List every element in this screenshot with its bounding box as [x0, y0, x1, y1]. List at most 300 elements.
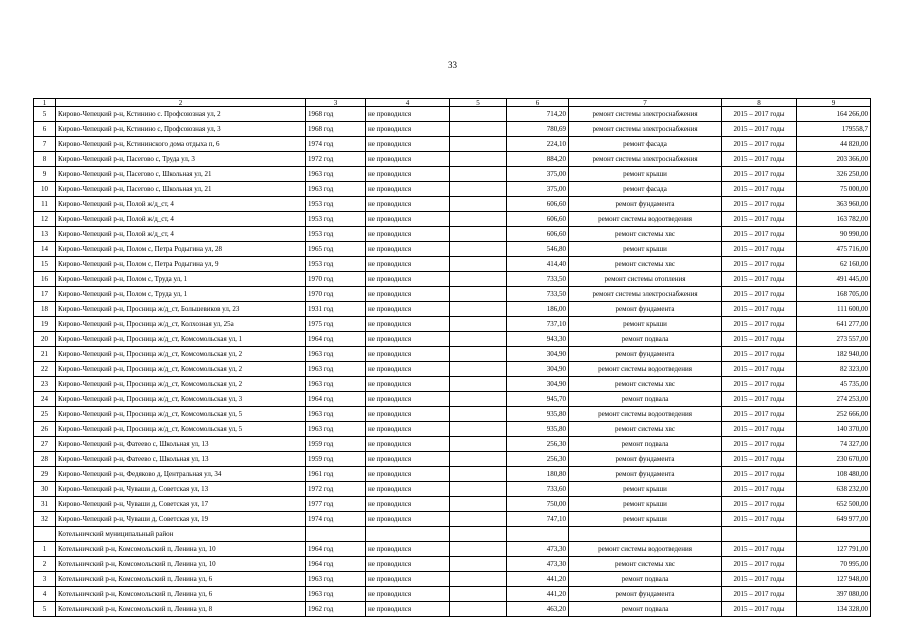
section-empty-cell: [306, 527, 366, 542]
col5-cell: [450, 257, 507, 272]
period-cell: 2015 – 2017 годы: [722, 182, 797, 197]
build-year-cell: 1974 год: [306, 512, 366, 527]
area-cell: 546,80: [507, 242, 569, 257]
section-empty-cell: [507, 527, 569, 542]
col5-cell: [450, 602, 507, 617]
table-row: [34, 287, 871, 302]
build-year-cell: 1975 год: [306, 317, 366, 332]
work-type-cell: ремонт системы хвс: [569, 377, 722, 392]
last-repair-cell: не проводился: [366, 167, 450, 182]
table-row: [34, 227, 871, 242]
address-cell: Кирово-Чепецкий р-н, Просница ж/д_ст, Комсомольская ул, 2: [56, 377, 306, 392]
build-year-cell: 1968 год: [306, 122, 366, 137]
cost-cell: 134 328,00: [797, 602, 871, 617]
last-repair-cell: не проводился: [366, 407, 450, 422]
period-cell: 2015 – 2017 годы: [722, 467, 797, 482]
last-repair-cell: не проводился: [366, 302, 450, 317]
period-cell: 2015 – 2017 годы: [722, 407, 797, 422]
cost-cell: 111 600,00: [797, 302, 871, 317]
period-cell: 2015 – 2017 годы: [722, 482, 797, 497]
area-cell: 943,30: [507, 332, 569, 347]
build-year-cell: 1963 год: [306, 587, 366, 602]
area-cell: 473,30: [507, 542, 569, 557]
work-type-cell: ремонт системы отопления: [569, 272, 722, 287]
build-year-cell: 1962 год: [306, 602, 366, 617]
work-type-cell: ремонт системы хвс: [569, 257, 722, 272]
last-repair-cell: не проводился: [366, 452, 450, 467]
col5-cell: [450, 332, 507, 347]
last-repair-cell: не проводился: [366, 332, 450, 347]
col5-cell: [450, 587, 507, 602]
row-number-cell: 26: [34, 422, 56, 437]
area-cell: 935,80: [507, 422, 569, 437]
work-type-cell: ремонт фундамента: [569, 347, 722, 362]
last-repair-cell: не проводился: [366, 437, 450, 452]
cost-cell: 62 160,00: [797, 257, 871, 272]
period-cell: 2015 – 2017 годы: [722, 272, 797, 287]
cost-cell: 70 995,00: [797, 557, 871, 572]
table-row: [34, 437, 871, 452]
col5-cell: [450, 482, 507, 497]
last-repair-cell: не проводился: [366, 572, 450, 587]
work-type-cell: ремонт фасада: [569, 182, 722, 197]
area-cell: 224,10: [507, 137, 569, 152]
area-cell: 375,00: [507, 182, 569, 197]
column-header: 6: [507, 99, 569, 107]
cost-cell: 182 940,00: [797, 347, 871, 362]
col5-cell: [450, 377, 507, 392]
last-repair-cell: не проводился: [366, 512, 450, 527]
address-cell: Кирово-Чепецкий р-н, Фатеево с, Школьная ул, 13: [56, 452, 306, 467]
area-cell: 375,00: [507, 167, 569, 182]
period-cell: 2015 – 2017 годы: [722, 242, 797, 257]
address-cell: Кирово-Чепецкий р-н, Полой ж/д_ст, 4: [56, 212, 306, 227]
build-year-cell: 1959 год: [306, 452, 366, 467]
cost-cell: 475 716,00: [797, 242, 871, 257]
build-year-cell: 1963 год: [306, 362, 366, 377]
period-cell: 2015 – 2017 годы: [722, 257, 797, 272]
area-cell: 180,80: [507, 467, 569, 482]
address-cell: Кирово-Чепецкий р-н, Кстининского дома отдыха п, 6: [56, 137, 306, 152]
address-cell: Кирово-Чепецкий р-н, Просница ж/д_ст, Большевиков ул, 23: [56, 302, 306, 317]
column-header: 2: [56, 99, 306, 107]
address-cell: Котельничский р-н, Комсомольский п, Ленина ул, 6: [56, 572, 306, 587]
last-repair-cell: не проводился: [366, 212, 450, 227]
table-row: [34, 482, 871, 497]
build-year-cell: 1963 год: [306, 422, 366, 437]
col5-cell: [450, 302, 507, 317]
period-cell: 2015 – 2017 годы: [722, 362, 797, 377]
row-number-cell: 9: [34, 167, 56, 182]
address-cell: Кирово-Чепецкий р-н, Кстинино с. Профсоюзная ул, 2: [56, 107, 306, 122]
address-cell: Кирово-Чепецкий р-н, Просница ж/д_ст, Колхозная ул, 25а: [56, 317, 306, 332]
period-cell: 2015 – 2017 годы: [722, 542, 797, 557]
row-number-cell: 4: [34, 587, 56, 602]
col5-cell: [450, 137, 507, 152]
row-number-cell: 29: [34, 467, 56, 482]
build-year-cell: 1963 год: [306, 377, 366, 392]
column-header: 8: [722, 99, 797, 107]
col5-cell: [450, 107, 507, 122]
period-cell: 2015 – 2017 годы: [722, 137, 797, 152]
col5-cell: [450, 392, 507, 407]
table-row: [34, 212, 871, 227]
period-cell: 2015 – 2017 годы: [722, 557, 797, 572]
cost-cell: 74 327,00: [797, 437, 871, 452]
table-row: [34, 107, 871, 122]
period-cell: 2015 – 2017 годы: [722, 197, 797, 212]
period-cell: 2015 – 2017 годы: [722, 332, 797, 347]
col5-cell: [450, 497, 507, 512]
row-number-cell: 12: [34, 212, 56, 227]
address-cell: Кирово-Чепецкий р-н, Полом с, Труда ул, 1: [56, 272, 306, 287]
build-year-cell: 1959 год: [306, 437, 366, 452]
row-number-cell: 18: [34, 302, 56, 317]
work-type-cell: ремонт крыши: [569, 482, 722, 497]
col5-cell: [450, 512, 507, 527]
period-cell: 2015 – 2017 годы: [722, 122, 797, 137]
period-cell: 2015 – 2017 годы: [722, 392, 797, 407]
area-cell: 304,90: [507, 362, 569, 377]
last-repair-cell: не проводился: [366, 107, 450, 122]
table-row: [34, 452, 871, 467]
area-cell: 714,20: [507, 107, 569, 122]
last-repair-cell: не проводился: [366, 422, 450, 437]
work-type-cell: ремонт системы электроснабжения: [569, 152, 722, 167]
table-row: [34, 317, 871, 332]
address-cell: Кирово-Чепецкий р-н, Полом с, Труда ул, 1: [56, 287, 306, 302]
last-repair-cell: не проводился: [366, 377, 450, 392]
table-row: [34, 467, 871, 482]
build-year-cell: 1963 год: [306, 572, 366, 587]
column-header: 1: [34, 99, 56, 107]
row-number-cell: 11: [34, 197, 56, 212]
table-row: [34, 167, 871, 182]
work-type-cell: ремонт крыши: [569, 497, 722, 512]
col5-cell: [450, 452, 507, 467]
cost-cell: 652 500,00: [797, 497, 871, 512]
area-cell: 747,10: [507, 512, 569, 527]
cost-cell: 163 782,00: [797, 212, 871, 227]
build-year-cell: 1972 год: [306, 482, 366, 497]
area-cell: 463,20: [507, 602, 569, 617]
area-cell: 945,70: [507, 392, 569, 407]
work-type-cell: ремонт подвала: [569, 602, 722, 617]
build-year-cell: 1970 год: [306, 287, 366, 302]
row-number-cell: 10: [34, 182, 56, 197]
work-type-cell: ремонт подвала: [569, 392, 722, 407]
row-number-cell: 13: [34, 227, 56, 242]
cost-cell: 108 480,00: [797, 467, 871, 482]
cost-cell: 273 557,00: [797, 332, 871, 347]
period-cell: 2015 – 2017 годы: [722, 152, 797, 167]
table-row: [34, 362, 871, 377]
cost-cell: 164 266,00: [797, 107, 871, 122]
last-repair-cell: не проводился: [366, 272, 450, 287]
table-row: [34, 512, 871, 527]
last-repair-cell: не проводился: [366, 152, 450, 167]
address-cell: Котельничский р-н, Комсомольский п, Ленина ул, 10: [56, 557, 306, 572]
area-cell: 606,60: [507, 197, 569, 212]
row-number-cell: 5: [34, 602, 56, 617]
last-repair-cell: не проводился: [366, 122, 450, 137]
last-repair-cell: не проводился: [366, 557, 450, 572]
section-title: Котельничский муниципальный район: [56, 527, 306, 542]
page-number: 33: [448, 60, 457, 70]
last-repair-cell: не проводился: [366, 587, 450, 602]
last-repair-cell: не проводился: [366, 542, 450, 557]
work-type-cell: ремонт системы водоотведения: [569, 362, 722, 377]
last-repair-cell: не проводился: [366, 257, 450, 272]
row-number-cell: 27: [34, 437, 56, 452]
area-cell: 750,00: [507, 497, 569, 512]
last-repair-cell: не проводился: [366, 137, 450, 152]
period-cell: 2015 – 2017 годы: [722, 512, 797, 527]
work-type-cell: ремонт системы электроснабжения: [569, 287, 722, 302]
row-number-cell: 15: [34, 257, 56, 272]
row-number-cell: 25: [34, 407, 56, 422]
row-number-cell: 5: [34, 107, 56, 122]
column-header: 3: [306, 99, 366, 107]
col5-cell: [450, 317, 507, 332]
work-type-cell: ремонт крыши: [569, 242, 722, 257]
last-repair-cell: не проводился: [366, 182, 450, 197]
row-number-cell: 28: [34, 452, 56, 467]
period-cell: 2015 – 2017 годы: [722, 167, 797, 182]
work-type-cell: ремонт фундамента: [569, 302, 722, 317]
section-empty-cell: [366, 527, 450, 542]
col5-cell: [450, 167, 507, 182]
table-row: [34, 302, 871, 317]
col5-cell: [450, 122, 507, 137]
col5-cell: [450, 347, 507, 362]
build-year-cell: 1953 год: [306, 227, 366, 242]
col5-cell: [450, 272, 507, 287]
address-cell: Кирово-Чепецкий р-н, Просница ж/д_ст, Комсомольская ул, 5: [56, 422, 306, 437]
address-cell: Кирово-Чепецкий р-н, Фатеево с, Школьная ул, 13: [56, 437, 306, 452]
col5-cell: [450, 242, 507, 257]
cost-cell: 45 735,00: [797, 377, 871, 392]
table-row: [34, 242, 871, 257]
row-number-cell: 22: [34, 362, 56, 377]
area-cell: 606,60: [507, 227, 569, 242]
address-cell: Кирово-Чепецкий р-н, Пасегово с, Труда ул, 3: [56, 152, 306, 167]
address-cell: Кирово-Чепецкий р-н, Пасегово с, Школьная ул, 21: [56, 182, 306, 197]
area-cell: 606,60: [507, 212, 569, 227]
cost-cell: 75 000,00: [797, 182, 871, 197]
build-year-cell: 1953 год: [306, 212, 366, 227]
last-repair-cell: не проводился: [366, 602, 450, 617]
column-header: 5: [450, 99, 507, 107]
table-row: [34, 422, 871, 437]
build-year-cell: 1963 год: [306, 182, 366, 197]
area-cell: 473,30: [507, 557, 569, 572]
build-year-cell: 1963 год: [306, 407, 366, 422]
table-row: [34, 332, 871, 347]
period-cell: 2015 – 2017 годы: [722, 302, 797, 317]
col5-cell: [450, 212, 507, 227]
area-cell: 256,30: [507, 437, 569, 452]
row-number-cell: 20: [34, 332, 56, 347]
period-cell: 2015 – 2017 годы: [722, 287, 797, 302]
cost-cell: 230 670,00: [797, 452, 871, 467]
last-repair-cell: не проводился: [366, 227, 450, 242]
build-year-cell: 1964 год: [306, 542, 366, 557]
period-cell: 2015 – 2017 годы: [722, 437, 797, 452]
repair-program-table: [33, 98, 871, 617]
col5-cell: [450, 407, 507, 422]
area-cell: 733,60: [507, 482, 569, 497]
table-row: [34, 497, 871, 512]
build-year-cell: 1965 год: [306, 242, 366, 257]
period-cell: 2015 – 2017 годы: [722, 452, 797, 467]
area-cell: 186,00: [507, 302, 569, 317]
table-row: [34, 182, 871, 197]
last-repair-cell: не проводился: [366, 467, 450, 482]
table-row: [34, 377, 871, 392]
address-cell: Котельничский р-н, Комсомольский п, Ленина ул, 6: [56, 587, 306, 602]
cost-cell: 491 445,00: [797, 272, 871, 287]
cost-cell: 168 705,00: [797, 287, 871, 302]
build-year-cell: 1964 год: [306, 332, 366, 347]
address-cell: Кирово-Чепецкий р-н, Пасегово с, Школьная ул, 21: [56, 167, 306, 182]
area-cell: 441,20: [507, 572, 569, 587]
table-row: [34, 347, 871, 362]
period-cell: 2015 – 2017 годы: [722, 572, 797, 587]
cost-cell: 90 990,00: [797, 227, 871, 242]
area-cell: 733,50: [507, 272, 569, 287]
table-row: [34, 137, 871, 152]
row-number-cell: 3: [34, 572, 56, 587]
row-number-cell: 14: [34, 242, 56, 257]
table-row: [34, 602, 871, 617]
cost-cell: 274 253,00: [797, 392, 871, 407]
period-cell: 2015 – 2017 годы: [722, 422, 797, 437]
work-type-cell: ремонт системы хвс: [569, 227, 722, 242]
work-type-cell: ремонт фундамента: [569, 452, 722, 467]
cost-cell: 397 080,00: [797, 587, 871, 602]
cost-cell: 127 791,00: [797, 542, 871, 557]
cost-cell: 127 948,00: [797, 572, 871, 587]
period-cell: 2015 – 2017 годы: [722, 602, 797, 617]
last-repair-cell: не проводился: [366, 482, 450, 497]
cost-cell: 363 960,00: [797, 197, 871, 212]
table-row: [34, 407, 871, 422]
build-year-cell: 1977 год: [306, 497, 366, 512]
last-repair-cell: не проводился: [366, 317, 450, 332]
table-row: [34, 572, 871, 587]
period-cell: 2015 – 2017 годы: [722, 107, 797, 122]
address-cell: Котельничский р-н, Комсомольский п, Ленина ул, 8: [56, 602, 306, 617]
address-cell: Кирово-Чепецкий р-н, Полом с, Петра Родыгина ул, 28: [56, 242, 306, 257]
table-row: [34, 152, 871, 167]
section-empty-cell: [569, 527, 722, 542]
col5-cell: [450, 182, 507, 197]
address-cell: Котельничский р-н, Комсомольский п, Ленина ул, 10: [56, 542, 306, 557]
address-cell: Кирово-Чепецкий р-н, Просница ж/д_ст, Комсомольская ул, 5: [56, 407, 306, 422]
work-type-cell: ремонт фундамента: [569, 467, 722, 482]
section-empty-cell: [450, 527, 507, 542]
build-year-cell: 1972 год: [306, 152, 366, 167]
row-number-cell: 30: [34, 482, 56, 497]
col5-cell: [450, 152, 507, 167]
build-year-cell: 1953 год: [306, 257, 366, 272]
work-type-cell: ремонт фундамента: [569, 197, 722, 212]
table-row: [34, 542, 871, 557]
row-number-cell: 32: [34, 512, 56, 527]
address-cell: Кирово-Чепецкий р-н, Просница ж/д_ст, Комсомольская ул, 2: [56, 362, 306, 377]
col5-cell: [450, 287, 507, 302]
section-row: [34, 527, 871, 542]
col5-cell: [450, 467, 507, 482]
cost-cell: 44 820,00: [797, 137, 871, 152]
address-cell: Кирово-Чепецкий р-н, Чуваши д, Советская ул, 17: [56, 497, 306, 512]
row-number-cell: 7: [34, 137, 56, 152]
last-repair-cell: не проводился: [366, 362, 450, 377]
cost-cell: 179558,7: [797, 122, 871, 137]
address-cell: Кирово-Чепецкий р-н, Просница ж/д_ст, Комсомольская ул, 1: [56, 332, 306, 347]
column-header: 7: [569, 99, 722, 107]
period-cell: 2015 – 2017 годы: [722, 377, 797, 392]
column-header: 4: [366, 99, 450, 107]
work-type-cell: ремонт системы электроснабжения: [569, 122, 722, 137]
last-repair-cell: не проводился: [366, 347, 450, 362]
address-cell: Кирово-Чепецкий р-н, Полой ж/д_ст, 4: [56, 227, 306, 242]
build-year-cell: 1961 год: [306, 467, 366, 482]
row-number-cell: 31: [34, 497, 56, 512]
last-repair-cell: не проводился: [366, 287, 450, 302]
work-type-cell: ремонт системы хвс: [569, 422, 722, 437]
work-type-cell: ремонт системы хвс: [569, 557, 722, 572]
area-cell: 441,20: [507, 587, 569, 602]
address-cell: Кирово-Чепецкий р-н, Просница ж/д_ст, Комсомольская ул, 3: [56, 392, 306, 407]
period-cell: 2015 – 2017 годы: [722, 227, 797, 242]
col5-cell: [450, 437, 507, 452]
row-number-cell: 23: [34, 377, 56, 392]
work-type-cell: ремонт системы водоотведения: [569, 407, 722, 422]
period-cell: 2015 – 2017 годы: [722, 317, 797, 332]
col5-cell: [450, 542, 507, 557]
build-year-cell: 1963 год: [306, 347, 366, 362]
last-repair-cell: не проводился: [366, 497, 450, 512]
build-year-cell: 1964 год: [306, 557, 366, 572]
table-row: [34, 257, 871, 272]
table-row: [34, 587, 871, 602]
cost-cell: 252 666,00: [797, 407, 871, 422]
section-empty-cell: [797, 527, 871, 542]
column-header: 9: [797, 99, 871, 107]
build-year-cell: 1968 год: [306, 107, 366, 122]
area-cell: 304,90: [507, 377, 569, 392]
row-number-cell: 21: [34, 347, 56, 362]
work-type-cell: ремонт крыши: [569, 512, 722, 527]
table-row: [34, 272, 871, 287]
col5-cell: [450, 362, 507, 377]
cost-cell: 203 366,00: [797, 152, 871, 167]
last-repair-cell: не проводился: [366, 392, 450, 407]
build-year-cell: 1963 год: [306, 167, 366, 182]
work-type-cell: ремонт подвала: [569, 437, 722, 452]
build-year-cell: 1964 год: [306, 392, 366, 407]
col5-cell: [450, 557, 507, 572]
col5-cell: [450, 572, 507, 587]
row-number-cell: 2: [34, 557, 56, 572]
cost-cell: 638 232,00: [797, 482, 871, 497]
row-number-cell: 16: [34, 272, 56, 287]
cost-cell: 649 977,00: [797, 512, 871, 527]
last-repair-cell: не проводился: [366, 197, 450, 212]
build-year-cell: 1970 год: [306, 272, 366, 287]
